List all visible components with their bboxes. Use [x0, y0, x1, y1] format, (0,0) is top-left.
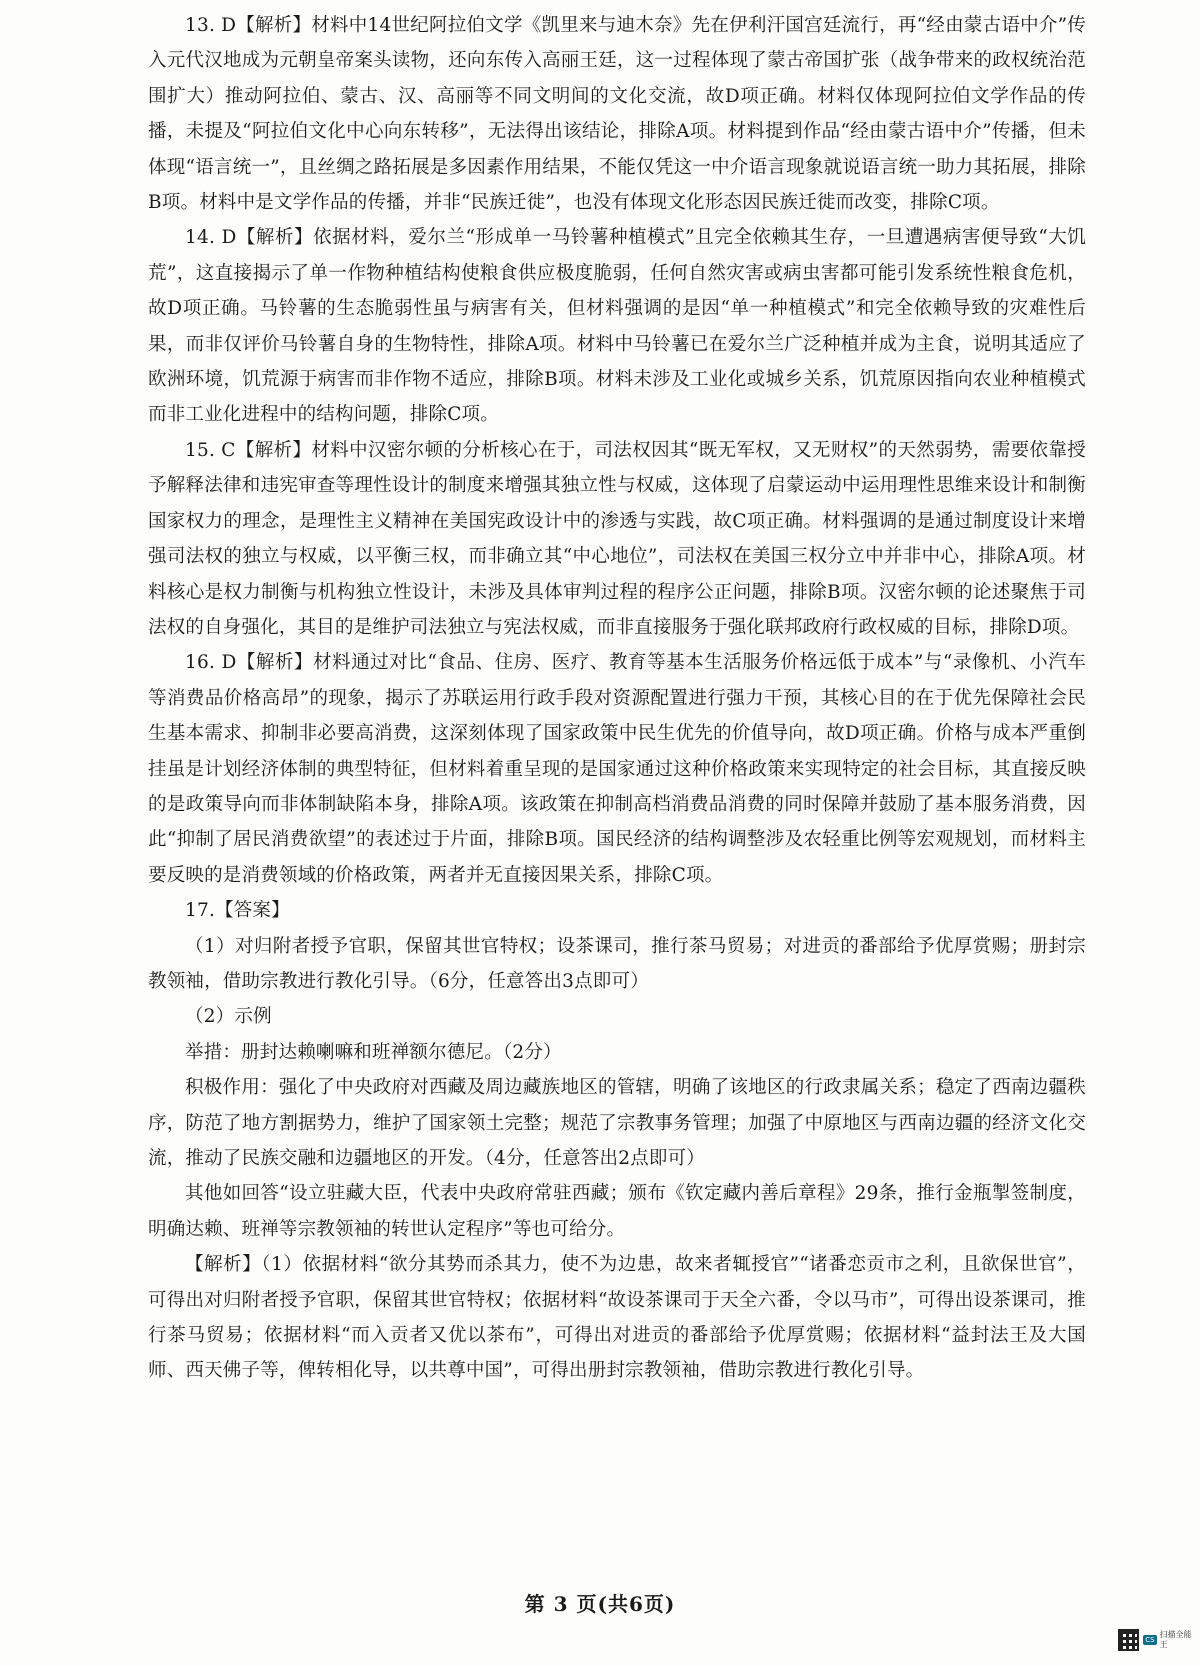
explanation-q13: 13. D【解析】材料中14世纪阿拉伯文学《凯里来与迪木奈》先在伊利汗国宫廷流行，再“经由蒙古语中介”传入元代汉地成为元朝皇帝案头读物，还向东传入高丽王廷，这一过程体现了蒙古帝国扩张（战争带来的政权统治范围扩大）推动阿拉伯、蒙古、汉、高丽等不同文明间的文化交流，故D项正确。材料仅体现阿拉伯文学作品的传播，未提及“阿拉伯文化中心向东转移”，无法得出该结论，排除A项。材料提到作品“经由蒙古语中介”传播，但未体现“语言统一”，且丝绸之路拓展是多因素作用结果，不能仅凭这一中介语言现象就说语言统一助力其拓展，排除B项。材料中是文学作品的传播，并非“民族迁徙”，也没有体现文化形态因民族迁徙而改变，排除C项。	[148, 15, 1086, 214]
explanation-q15: 15. C【解析】材料中汉密尔顿的分析核心在于，司法权因其“既无军权，又无财权”的天然弱势，需要依靠授予解释法律和违宪审查等理性设计的制度来增强其独立性与权威，这体现了启蒙运动中运用理性思维来设计和制衡国家权力的理念，是理性主义精神在美国宪政设计中的渗透与实践，故C项正确。材料强调的是通过制度设计来增强司法权的独立与权威，以平衡三权，而非确立其“中心地位”，司法权在美国三权分立中并非中心，排除A项。材料核心是权力制衡与机构独立性设计，未涉及具体审判过程的程序公正问题，排除B项。汉密尔顿的论述聚焦于司法权的自身强化，其目的是维护司法独立与宪法权威，而非直接服务于强化联邦政府行政权威的目标，排除D项。	[148, 439, 1086, 638]
q17-answer-part2-heading: （2）示例	[185, 1006, 272, 1028]
answer-explanations	[148, 8, 1086, 1389]
q17-answer-part1: （1）对归附者授予官职，保留其世官特权；设茶课司，推行茶马贸易；对进贡的番部给予优厚赏赐；册封宗教领袖，借助宗教进行教化引导。（6分，任意答出3点即可）	[148, 935, 1086, 992]
q17-analysis: 【解析】（1）依据材料“欲分其势而杀其力，使不为边患，故来者辄授官”“诸番恋贡市之利，且欲保世官”，可得出对归附者授予官职，保留其世官特权；依据材料“故设茶课司于天全六番，令以马市”，可得出设茶课司，推行茶马贸易；依据材料“而入贡者又优以茶布”，可得出对进贡的番部给予优厚赏赐；依据材料“益封法王及大国师、西天佛子等，俾转相化导，以共尊中国”，可得出册封宗教领袖，借助宗教进行教化引导。	[148, 1254, 1086, 1382]
q17-measure: 举措：册封达赖喇嘛和班禅额尔德尼。（2分）	[185, 1041, 562, 1063]
explanation-q14: 14. D【解析】依据材料，爱尔兰“形成单一马铃薯种植模式”且完全依赖其生存，一旦遭遇病害便导致“大饥荒”，这直接揭示了单一作物种植结构使粮食供应极度脆弱，任何自然灾害或病虫害都可能引发系统性粮食危机，故D项正确。马铃薯的生态脆弱性虽与病害有关，但材料强调的是因“单一种植模式”和完全依赖导致的灾难性后果，而非仅评价马铃薯自身的生物特性，排除A项。材料中马铃薯已在爱尔兰广泛种植并成为主食，说明其适应了欧洲环境，饥荒源于病害而非作物不适应，排除B项。材料未涉及工业化或城乡关系，饥荒原因指向农业种植模式而非工业化进程中的结构问题，排除C项。	[148, 227, 1086, 426]
page-number: 第 3 页(共6页)	[524, 1592, 676, 1616]
explanation-q16: 16. D【解析】材料通过对比“食品、住房、医疗、教育等基本生活服务价格远低于成本”与“录像机、小汽车等消费品价格高昂”的现象，揭示了苏联运用行政手段对资源配置进行强力干预，其核心目的在于优先保障社会民生基本需求、抑制非必要高消费，这深刻体现了国家政策中民生优先的价值导向，故D项正确。价格与成本严重倒挂虽是计划经济体制的典型特征，但材料着重呈现的是国家通过这种价格政策来实现特定的社会目标，其直接反映的是政策导向而非体制缺陷本身，排除A项。该政策在抑制高档消费品消费的同时保障并鼓励了基本服务消费，因此“抑制了居民消费欲望”的表述过于片面，排除B项。国民经济的结构调整涉及农轻重比例等宏观规划，而材料主要反映的是消费领域的价格政策，两者并无直接因果关系，排除C项。	[148, 652, 1086, 886]
scanner-label: 扫描全能王	[1159, 1630, 1192, 1649]
qr-code-icon	[1118, 1629, 1139, 1651]
q17-positive-effect: 积极作用：强化了中央政府对西藏及周边藏族地区的管辖，明确了该地区的行政隶属关系；稳定了西南边疆秩序，防范了地方割据势力，维护了国家领土完整；规范了宗教事务管理；加强了中原地区与西南边疆的经济文化交流，推动了民族交融和边疆地区的开发。（4分，任意答出2点即可）	[148, 1077, 1086, 1169]
camscanner-logo-icon: CS	[1143, 1635, 1156, 1645]
q17-alternative-answer: 其他如回答“设立驻藏大臣，代表中央政府常驻西藏；颁布《钦定藏内善后章程》29条，推行金瓶掣签制度，明确达赖、班禅等宗教领袖的转世认定程序”等也可给分。	[148, 1183, 1086, 1240]
scanner-watermark	[1118, 1625, 1198, 1655]
q17-answer-heading: 17.【答案】	[185, 900, 290, 922]
